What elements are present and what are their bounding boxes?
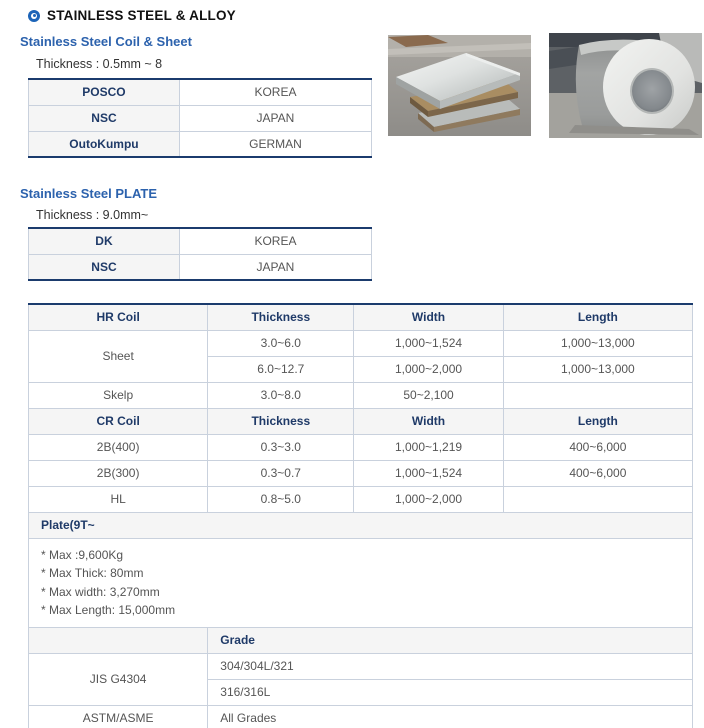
thickness-value: 0.3~0.7 <box>208 460 354 486</box>
spec-table <box>28 303 693 728</box>
length-value: 400~6,000 <box>503 460 692 486</box>
plate-note: * Max Thick: 80mm <box>41 566 144 580</box>
length-value: 1,000~13,000 <box>503 356 692 382</box>
table-row <box>29 486 693 512</box>
section-heading-coil-sheet: Stainless Steel Coil & Sheet <box>20 34 192 49</box>
length-value <box>503 486 692 512</box>
column-header: Thickness <box>208 304 354 330</box>
standard-name: ASTM/ASME <box>29 705 208 728</box>
product-name: 2B(300) <box>29 460 208 486</box>
grade-value: 316/316L <box>208 679 693 705</box>
table-row <box>29 434 693 460</box>
grade-value: 304/304L/321 <box>208 653 693 679</box>
width-value: 1,000~1,219 <box>354 434 503 460</box>
plate-section-header: Plate(9T~ <box>29 512 693 538</box>
table-row <box>29 228 372 254</box>
coil-sheet-supplier-table <box>28 78 372 158</box>
coil-photo <box>549 33 702 138</box>
page-title-row <box>28 8 236 23</box>
product-name: 2B(400) <box>29 434 208 460</box>
column-header: HR Coil <box>29 304 208 330</box>
supplier-name: NSC <box>29 105 180 131</box>
plate-note: * Max width: 3,270mm <box>41 584 160 599</box>
standard-name: JIS G4304 <box>29 653 208 705</box>
grade-header-row <box>29 627 693 653</box>
supplier-country: GERMAN <box>179 131 371 157</box>
plate-note: * Max :9,600Kg <box>41 547 124 562</box>
plate-notes-row <box>29 538 693 627</box>
supplier-country: KOREA <box>179 228 371 254</box>
thickness-value: 0.8~5.0 <box>208 486 354 512</box>
width-value: 1,000~1,524 <box>354 330 503 356</box>
grade-header-spacer <box>29 627 208 653</box>
column-header: Width <box>354 408 503 434</box>
thickness-value: 3.0~8.0 <box>208 382 354 408</box>
supplier-name: POSCO <box>29 79 180 105</box>
thickness-value: 0.3~3.0 <box>208 434 354 460</box>
plate-thickness: Thickness : 9.0mm~ <box>36 208 149 222</box>
column-header: Length <box>503 408 692 434</box>
product-name: Sheet <box>29 330 208 382</box>
table-row <box>29 460 693 486</box>
column-header: CR Coil <box>29 408 208 434</box>
hr-coil-header-row <box>29 304 693 330</box>
grade-column-header: Grade <box>208 627 693 653</box>
supplier-name: DK <box>29 228 180 254</box>
width-value: 50~2,100 <box>354 382 503 408</box>
product-name: Skelp <box>29 382 208 408</box>
plate-note: * Max Length: 15,000mm <box>41 603 176 617</box>
table-row <box>29 330 693 356</box>
sheet-photo <box>388 35 531 136</box>
column-header: Width <box>354 304 503 330</box>
table-row <box>29 254 372 280</box>
supplier-country: JAPAN <box>179 254 371 280</box>
width-value: 1,000~1,524 <box>354 460 503 486</box>
width-value: 1,000~2,000 <box>354 356 503 382</box>
column-header: Thickness <box>208 408 354 434</box>
supplier-country: JAPAN <box>179 105 371 131</box>
table-row <box>29 131 372 157</box>
supplier-country: KOREA <box>179 79 371 105</box>
page-title: STAINLESS STEEL & ALLOY <box>47 8 236 23</box>
length-value: 400~6,000 <box>503 434 692 460</box>
section-heading-plate: Stainless Steel PLATE <box>20 186 158 201</box>
table-row <box>29 382 693 408</box>
length-value: 1,000~13,000 <box>503 330 692 356</box>
bullet-icon <box>28 10 40 22</box>
cr-coil-header-row <box>29 408 693 434</box>
product-name: HL <box>29 486 208 512</box>
thickness-value: 3.0~6.0 <box>208 330 354 356</box>
supplier-name: NSC <box>29 254 180 280</box>
thickness-value: 6.0~12.7 <box>208 356 354 382</box>
table-row <box>29 105 372 131</box>
width-value: 1,000~2,000 <box>354 486 503 512</box>
supplier-name: OutoKumpu <box>29 131 180 157</box>
plate-notes <box>29 538 693 627</box>
grade-value: All Grades <box>208 705 693 728</box>
column-header: Length <box>503 304 692 330</box>
plate-supplier-table <box>28 227 372 281</box>
table-row <box>29 705 693 728</box>
length-value <box>503 382 692 408</box>
table-row <box>29 79 372 105</box>
table-row <box>29 653 693 679</box>
plate-header-row <box>29 512 693 538</box>
coil-sheet-thickness: Thickness : 0.5mm ~ 8 <box>36 57 163 71</box>
